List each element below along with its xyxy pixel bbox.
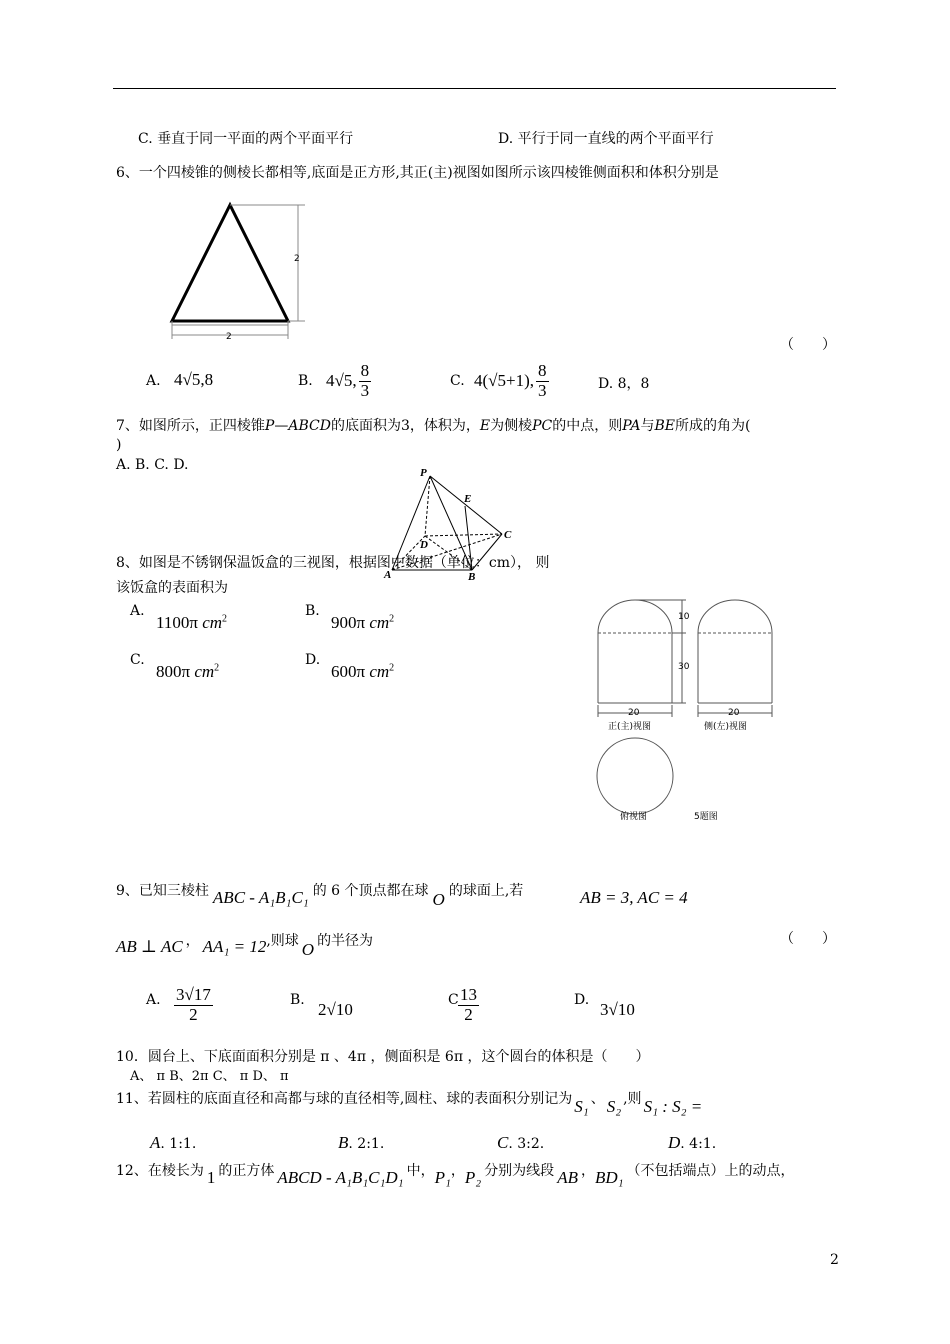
q7-stem-close: ) — [116, 437, 122, 453]
front-view-label: 正(主)视图 — [608, 722, 652, 732]
header-rule — [113, 88, 836, 89]
q9-stem-line2: AB ⊥ AC ， AA₁ = 12 ,则球 O 的半径为 — [116, 933, 374, 959]
q11-option-b: B. 2:1. — [338, 1133, 385, 1152]
q6-option-a-value: 4√5,8 — [174, 370, 214, 389]
q9-answer-paren: （ ） — [780, 931, 836, 947]
q6-b-frac-num: 8 — [360, 361, 370, 380]
dim-20-front: 20 — [628, 708, 640, 718]
page-number: 2 — [830, 1252, 839, 1268]
q7-options: A. B. C. D. — [116, 457, 189, 473]
q8-option-c-label: C. — [130, 652, 145, 668]
q6-option-c-label: C. — [450, 373, 465, 389]
q5-option-c: C. 垂直于同一平面的两个平面平行 — [138, 131, 354, 147]
q11-option-d: D. 4:1. — [668, 1133, 717, 1152]
q9-option-d-value: 3√10 — [600, 1000, 635, 1019]
q6-option-a-label: A. — [146, 373, 161, 389]
vertex-label-e: E — [464, 493, 472, 505]
triangle-shape — [172, 205, 288, 321]
dim-10: 10 — [678, 612, 690, 622]
q6-b-prefix: 4√5, — [326, 371, 357, 391]
q9-option-c-value: $\frac{13}{2}$ — [460, 985, 477, 1024]
q6-option-c-value — [474, 362, 549, 400]
q11-option-c: C. 3:2. — [497, 1133, 545, 1152]
q6-option-b-value — [326, 362, 371, 400]
q9-option-b-value: 2√10 — [318, 1000, 353, 1019]
dim-30: 30 — [678, 662, 690, 672]
height-dim-label: 2 — [294, 254, 300, 264]
q8-option-d-label: D. — [305, 652, 321, 668]
vertex-label-a: A — [384, 569, 392, 581]
q8-option-a-label: A. — [130, 603, 145, 619]
q11-stem: 11、若圆柱的底面直径和高都与球的直径相等,圆柱、球的表面积分别记为 S₁ 、 S₂ ,则 S₁ : S₂ = — [116, 1091, 703, 1116]
vertex-label-p: P — [420, 467, 427, 479]
q9-option-a-value: $\frac{3√17}{2}$ — [176, 985, 211, 1024]
vertex-label-c: C — [504, 529, 512, 541]
q6-option-b-label: B. — [298, 373, 313, 389]
q6-c-prefix: 4(√5+1), — [474, 371, 534, 391]
q6-b-frac-den: 3 — [360, 380, 370, 400]
top-view-label: 俯视图 — [620, 812, 648, 822]
q6-stem: 6、一个四棱锥的侧棱长都相等,底面是正方形,其正(主)视图如图所示该四棱锥侧面积和体积分别是 — [116, 165, 719, 181]
q9-sphere-o: O — [432, 890, 445, 909]
q8-option-b-label: B. — [305, 603, 320, 619]
q12-stem: 12、在棱长为 1 的正方体 ABCD - A₁B₁C₁D₁ 中， P₁ ， P₂ 分别为线段 AB ， BD₁ （不包括端点）上的动点， — [116, 1163, 795, 1187]
q8-option-c-value: 800π $cm^2$ — [156, 662, 220, 681]
q9-condition-ab-ac: AB = 3, AC = 4 — [580, 888, 688, 907]
q9-option-d-label: D. — [574, 992, 590, 1008]
q10-stem: 10．圆台上、下底面面积分别是 π 、4π ，侧面积是 6π ，这个圆台的体积是（ ） — [116, 1049, 650, 1065]
vertex-label-b: B — [468, 571, 476, 581]
q9-stem-line1: 9、已知三棱柱 ABC - A₁B₁C₁ 的 6 个顶点都在球 O 的球面上,若 — [116, 883, 524, 909]
q6-option-d: D. 8，8 — [598, 376, 650, 392]
q6-front-view-figure — [160, 195, 320, 345]
q8-three-view-figure — [590, 595, 790, 830]
q9-option-a-label: A. — [146, 992, 161, 1008]
q10-options: A、 π B、2π C、 π D、 π — [130, 1069, 289, 1084]
figure-caption: 5题图 — [694, 812, 718, 822]
q8-stem-line2: 该饭盒的表面积为 — [116, 580, 228, 596]
q8-option-d-value: 600π $cm^2$ — [331, 662, 395, 681]
q11-option-a: A. 1:1. — [150, 1133, 197, 1152]
q9-prism: ABC - A₁B₁C₁ — [212, 888, 309, 907]
q7-stem: 7、如图所示，正四棱锥P—ABCD的底面积为3，体积为，E为侧棱PC的中点，则PA与BE所成的角为( — [116, 418, 751, 434]
q8-option-b-value: 900π $cm^2$ — [331, 613, 395, 632]
q8-stem-line1: 8、如图是不锈钢保温饭盒的三视图，根据图中数据（单位：cm）， 则 — [116, 555, 550, 571]
dim-20-side: 20 — [728, 708, 740, 718]
base-dim-label: 2 — [226, 332, 232, 342]
q6-c-frac-num: 8 — [538, 361, 547, 380]
vertex-label-d: D — [420, 539, 428, 551]
q9-option-b-label: B. — [290, 992, 305, 1008]
q9-option-c-label: C — [448, 992, 459, 1008]
q5-option-d: D. 平行于同一直线的两个平面平行 — [498, 131, 714, 147]
q8-option-a-value: 1100π $cm^2$ — [156, 613, 228, 632]
side-view-label: 侧(左)视图 — [704, 722, 748, 732]
q6-answer-paren: （ ） — [780, 337, 836, 353]
q6-c-frac-den: 3 — [538, 380, 547, 400]
